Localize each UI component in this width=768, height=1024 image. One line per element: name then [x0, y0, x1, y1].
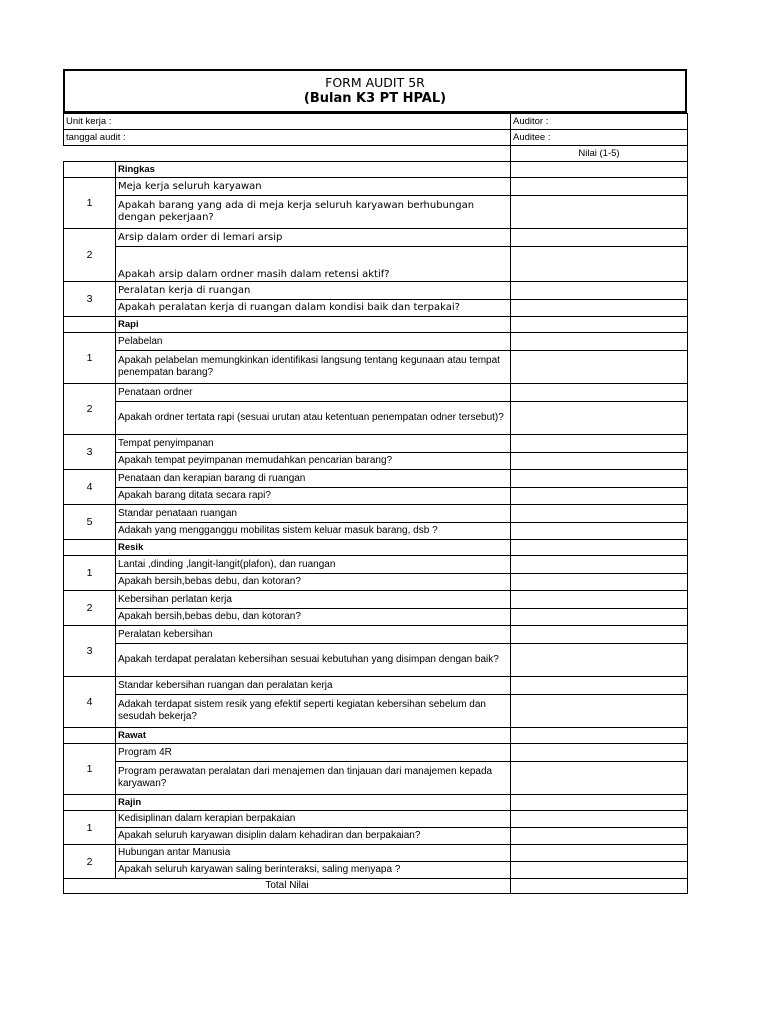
item-question-row: [64, 762, 688, 795]
form-title-box: [63, 69, 687, 113]
item-question: Apakah seluruh karyawan saling berinteraksi, saling menyapa ?: [116, 862, 511, 879]
item-topic: Arsip dalam order di lemari arsip: [116, 229, 511, 247]
item-question-row: [64, 862, 688, 879]
section-row: [64, 162, 688, 178]
score-cell[interactable]: [511, 523, 688, 540]
item-topic: Pelabelan: [116, 333, 511, 351]
score-cell[interactable]: [511, 626, 688, 644]
section-no-cell: [64, 317, 116, 333]
item-question: Apakah bersih,bebas debu, dan kotoran?: [116, 609, 511, 626]
item-number: 2: [64, 229, 116, 282]
audit-form: [63, 69, 687, 894]
item-question-row: [64, 828, 688, 845]
item-topic-row: [64, 811, 688, 828]
item-number: 5: [64, 505, 116, 540]
item-topic-row: [64, 744, 688, 762]
item-topic: Peralatan kebersihan: [116, 626, 511, 644]
section-row: [64, 795, 688, 811]
item-question-row: [64, 574, 688, 591]
item-number: 2: [64, 845, 116, 879]
score-cell[interactable]: [511, 178, 688, 196]
item-question-row: [64, 453, 688, 470]
section-title: Rapi: [116, 317, 511, 333]
item-question-row: [64, 488, 688, 505]
item-topic-row: [64, 229, 688, 247]
item-topic-row: [64, 282, 688, 300]
score-cell[interactable]: [511, 402, 688, 435]
item-question-row: [64, 351, 688, 384]
section-no-cell: [64, 162, 116, 178]
section-score-cell: [511, 317, 688, 333]
auditor-label[interactable]: Auditor :: [511, 114, 688, 130]
section-title: Resik: [116, 540, 511, 556]
item-question-row: [64, 402, 688, 435]
header-row-nilai: [64, 146, 688, 162]
section-no-cell: [64, 540, 116, 556]
score-cell[interactable]: [511, 453, 688, 470]
item-question: Apakah pelabelan memungkinkan identifikasi langsung tentang kegunaan atau tempat penempatan barang?: [116, 351, 511, 384]
section-score-cell: [511, 540, 688, 556]
item-question: Apakah seluruh karyawan disiplin dalam kehadiran dan berpakaian?: [116, 828, 511, 845]
item-number: 1: [64, 556, 116, 591]
item-number: 1: [64, 333, 116, 384]
item-number: 2: [64, 384, 116, 435]
section-title: Rawat: [116, 728, 511, 744]
item-topic-row: [64, 470, 688, 488]
score-cell[interactable]: [511, 505, 688, 523]
item-topic: Hubungan antar Manusia: [116, 845, 511, 862]
item-topic: Peralatan kerja di ruangan: [116, 282, 511, 300]
section-title: Ringkas: [116, 162, 511, 178]
item-question: Apakah tempat peyimpanan memudahkan pencarian barang?: [116, 453, 511, 470]
section-title: Rajin: [116, 795, 511, 811]
item-topic-row: [64, 333, 688, 351]
section-row: [64, 728, 688, 744]
item-topic-row: [64, 591, 688, 609]
score-cell[interactable]: [511, 282, 688, 300]
header-row-date: [64, 130, 688, 146]
form-title: FORM AUDIT 5R: [325, 75, 425, 90]
item-question: Apakah arsip dalam ordner masih dalam retensi aktif?: [116, 247, 511, 282]
audit-table: [63, 113, 688, 894]
score-cell[interactable]: [511, 845, 688, 862]
total-row: [64, 879, 688, 894]
section-score-cell: [511, 728, 688, 744]
item-number: 1: [64, 811, 116, 845]
section-score-cell: [511, 162, 688, 178]
item-topic: Tempat penyimpanan: [116, 435, 511, 453]
header-row-unit: [64, 114, 688, 130]
item-question: Program perawatan peralatan dari menajemen dan tinjauan dari manajemen kepada karyawan?: [116, 762, 511, 795]
unit-kerja-label: Unit kerja :: [64, 114, 511, 130]
item-number: 1: [64, 178, 116, 229]
item-question-row: [64, 644, 688, 677]
item-question: Adakah terdapat sistem resik yang efektif seperti kegiatan kebersihan sebelum dan sesudah bekerja?: [116, 695, 511, 728]
item-topic: Kedisiplinan dalam kerapian berpakaian: [116, 811, 511, 828]
item-question-row: [64, 196, 688, 229]
form-subtitle: (Bulan K3 PT HPAL): [303, 91, 447, 106]
section-no-cell: [64, 728, 116, 744]
score-cell[interactable]: [511, 677, 688, 695]
score-cell[interactable]: [511, 644, 688, 677]
item-question-row: [64, 523, 688, 540]
item-topic-row: [64, 845, 688, 862]
section-no-cell: [64, 795, 116, 811]
score-cell[interactable]: [511, 229, 688, 247]
item-number: 4: [64, 470, 116, 505]
score-cell[interactable]: [511, 811, 688, 828]
score-cell[interactable]: [511, 488, 688, 505]
item-number: 3: [64, 626, 116, 677]
item-topic-row: [64, 435, 688, 453]
score-cell[interactable]: [511, 351, 688, 384]
score-cell[interactable]: [511, 762, 688, 795]
item-number: 4: [64, 677, 116, 728]
total-value-cell[interactable]: [511, 879, 688, 894]
item-topic-row: [64, 626, 688, 644]
item-number: 3: [64, 282, 116, 317]
blank-cell: [64, 146, 511, 162]
tanggal-audit-label: tanggal audit :: [64, 130, 511, 146]
item-question: Apakah peralatan kerja di ruangan dalam kondisi baik dan terpakai?: [116, 300, 511, 317]
score-cell[interactable]: [511, 300, 688, 317]
score-cell[interactable]: [511, 247, 688, 282]
score-cell[interactable]: [511, 744, 688, 762]
nilai-header: Nilai (1-5): [511, 146, 688, 162]
item-topic: Standar kebersihan ruangan dan peralatan kerja: [116, 677, 511, 695]
item-topic-row: [64, 505, 688, 523]
score-cell[interactable]: [511, 574, 688, 591]
score-cell[interactable]: [511, 828, 688, 845]
item-question: Apakah bersih,bebas debu, dan kotoran?: [116, 574, 511, 591]
item-topic: Penataan ordner: [116, 384, 511, 402]
item-topic-row: [64, 677, 688, 695]
item-topic-row: [64, 384, 688, 402]
item-topic-row: [64, 556, 688, 574]
section-score-cell: [511, 795, 688, 811]
item-topic-row: [64, 178, 688, 196]
item-topic: Meja kerja seluruh karyawan: [116, 178, 511, 196]
item-topic: Program 4R: [116, 744, 511, 762]
item-question-row: [64, 247, 688, 282]
score-cell[interactable]: [511, 333, 688, 351]
item-question: Apakah barang ditata secara rapi?: [116, 488, 511, 505]
section-row: [64, 540, 688, 556]
score-cell[interactable]: [511, 196, 688, 229]
item-topic: Standar penataan ruangan: [116, 505, 511, 523]
score-cell[interactable]: [511, 609, 688, 626]
item-question-row: [64, 300, 688, 317]
total-label: Total Nilai: [64, 879, 511, 894]
item-question: Adakah yang mengganggu mobilitas sistem keluar masuk barang, dsb ?: [116, 523, 511, 540]
score-cell[interactable]: [511, 384, 688, 402]
item-topic: Penataan dan kerapian barang di ruangan: [116, 470, 511, 488]
score-cell[interactable]: [511, 470, 688, 488]
score-cell[interactable]: [511, 556, 688, 574]
item-question: Apakah ordner tertata rapi (sesuai urutan atau ketentuan penempatan odner tersebut)?: [116, 402, 511, 435]
item-question-row: [64, 695, 688, 728]
item-number: 1: [64, 744, 116, 795]
item-question-row: [64, 609, 688, 626]
item-number: 2: [64, 591, 116, 626]
item-question: Apakah terdapat peralatan kebersihan sesuai kebutuhan yang disimpan dengan baik?: [116, 644, 511, 677]
item-topic: Kebersihan perlatan kerja: [116, 591, 511, 609]
item-question: Apakah barang yang ada di meja kerja seluruh karyawan berhubungan dengan pekerjaan?: [116, 196, 511, 229]
auditee-label[interactable]: Auditee :: [511, 130, 688, 146]
section-row: [64, 317, 688, 333]
score-cell[interactable]: [511, 435, 688, 453]
score-cell[interactable]: [511, 695, 688, 728]
score-cell[interactable]: [511, 591, 688, 609]
item-number: 3: [64, 435, 116, 470]
item-topic: Lantai ,dinding ,langit-langit(plafon), dan ruangan: [116, 556, 511, 574]
score-cell[interactable]: [511, 862, 688, 879]
